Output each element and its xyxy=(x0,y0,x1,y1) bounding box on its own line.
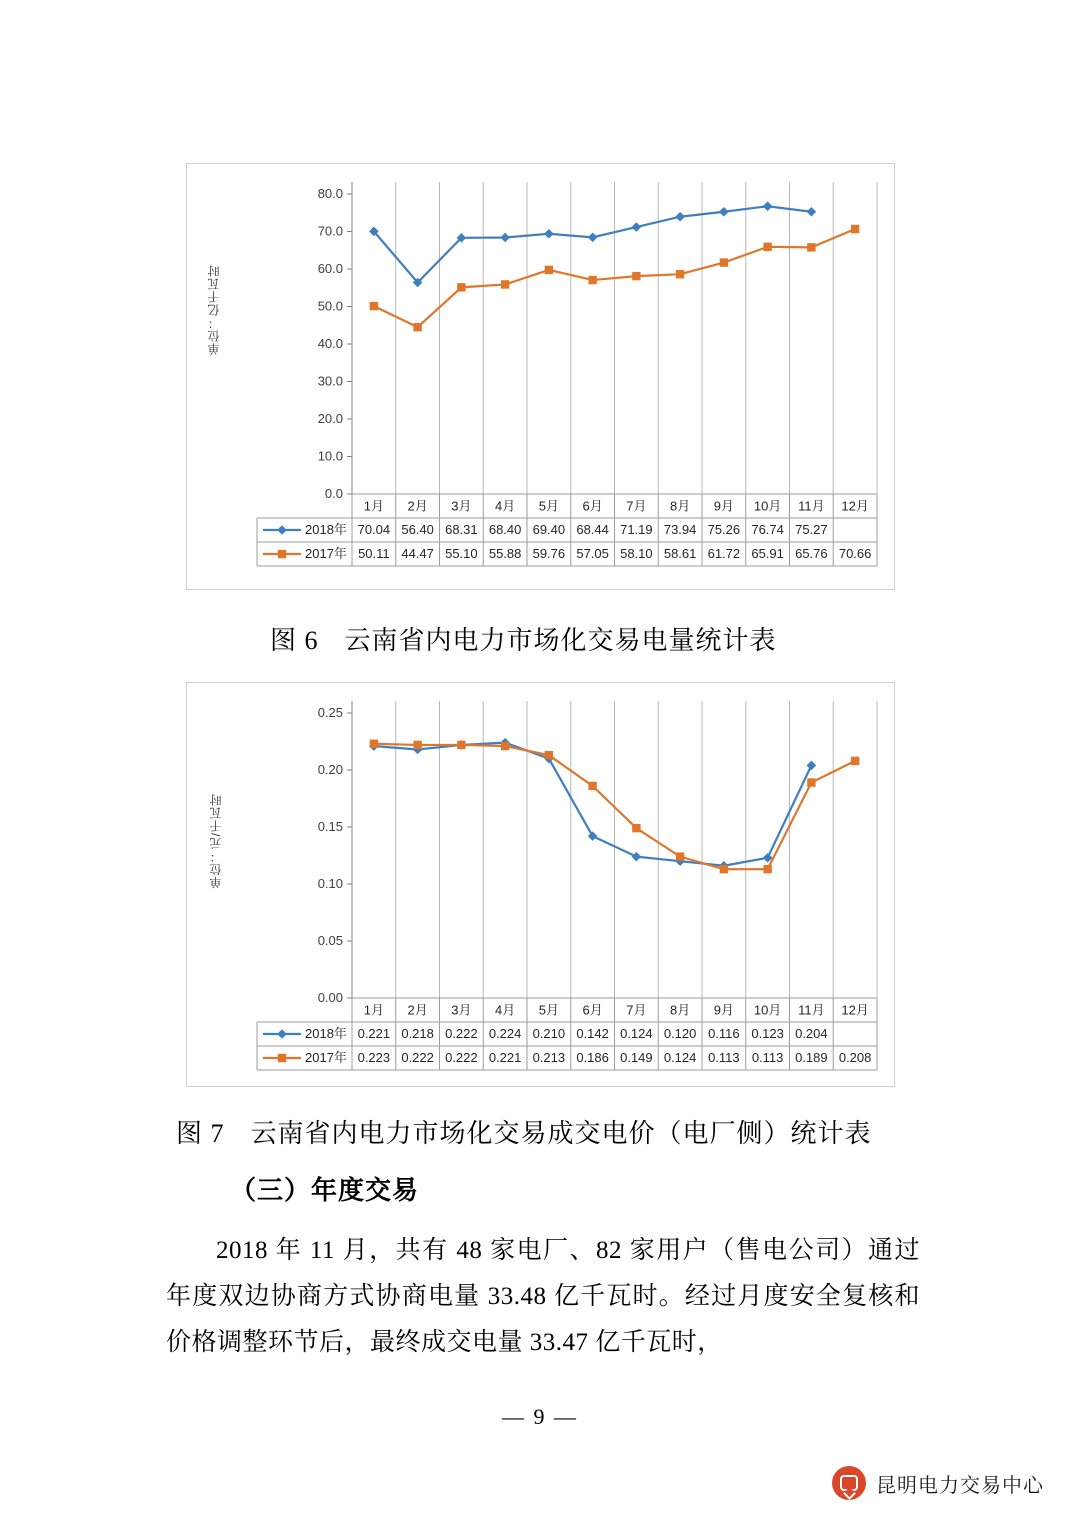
section-heading: （三）年度交易 xyxy=(230,1176,420,1205)
svg-text:0.222: 0.222 xyxy=(445,1050,478,1065)
svg-text:61.72: 61.72 xyxy=(707,546,741,561)
svg-text:4月: 4月 xyxy=(495,1002,516,1018)
svg-text:50.11: 50.11 xyxy=(358,546,390,561)
svg-text:80.0: 80.0 xyxy=(317,186,343,201)
svg-text:0.222: 0.222 xyxy=(401,1050,434,1065)
svg-text:4月: 4月 xyxy=(495,498,516,514)
svg-text:0.208: 0.208 xyxy=(838,1050,872,1065)
svg-text:68.31: 68.31 xyxy=(445,522,478,537)
svg-text:0.210: 0.210 xyxy=(532,1026,566,1041)
svg-text:6月: 6月 xyxy=(582,498,603,514)
svg-text:76.74: 76.74 xyxy=(751,522,784,537)
figure7-caption-number: 图 7 xyxy=(176,1119,225,1148)
svg-text:57.05: 57.05 xyxy=(576,546,609,561)
svg-text:44.47: 44.47 xyxy=(401,546,434,561)
page-number: — 9 — xyxy=(502,1404,578,1429)
svg-text:0.221: 0.221 xyxy=(488,1050,522,1065)
figure6-plot xyxy=(187,164,894,589)
svg-text:56.40: 56.40 xyxy=(401,522,434,537)
svg-text:20.0: 20.0 xyxy=(317,411,343,426)
body-paragraph-text: 2018 年 11 月，共有 48 家电厂、82 家用户（售电公司）通过年度双边协商方式协商电量 33.48 亿千瓦时。经过月度安全复核和价格调整环节后，最终成交电量 33.47 亿千瓦时， xyxy=(166,1237,920,1356)
svg-text:3月: 3月 xyxy=(451,498,472,514)
svg-text:8月: 8月 xyxy=(670,498,691,514)
svg-text:7月: 7月 xyxy=(626,1002,647,1018)
svg-text:12月: 12月 xyxy=(841,1002,869,1018)
svg-text:0.142: 0.142 xyxy=(576,1026,609,1041)
svg-text:55.88: 55.88 xyxy=(488,546,522,561)
figure7-caption xyxy=(176,1113,872,1150)
svg-text:11月: 11月 xyxy=(798,1002,825,1018)
svg-text:71.19: 71.19 xyxy=(620,522,653,537)
figure7-chart xyxy=(186,682,895,1087)
figure7-y-axis-label: 单位：元/千瓦时 xyxy=(209,793,223,889)
svg-text:0.113: 0.113 xyxy=(751,1050,784,1065)
svg-text:2月: 2月 xyxy=(407,1002,428,1018)
svg-text:65.91: 65.91 xyxy=(751,546,784,561)
svg-text:0.189: 0.189 xyxy=(795,1050,828,1065)
svg-text:0.20: 0.20 xyxy=(317,762,343,777)
svg-text:69.40: 69.40 xyxy=(532,522,566,537)
svg-text:30.0: 30.0 xyxy=(317,373,343,389)
svg-text:50.0: 50.0 xyxy=(317,298,343,314)
svg-text:0.15: 0.15 xyxy=(317,819,343,834)
figure7-caption-text: 云南省内电力市场化交易成交电价（电厂侧）统计表 xyxy=(250,1119,872,1148)
svg-text:68.40: 68.40 xyxy=(488,522,522,537)
svg-text:1月: 1月 xyxy=(363,1002,384,1018)
svg-text:8月: 8月 xyxy=(670,1002,691,1018)
svg-text:7月: 7月 xyxy=(626,498,647,514)
svg-text:12月: 12月 xyxy=(841,498,869,514)
svg-text:73.94: 73.94 xyxy=(663,522,697,537)
svg-text:9月: 9月 xyxy=(713,498,734,514)
svg-text:1月: 1月 xyxy=(363,498,384,514)
svg-text:58.10: 58.10 xyxy=(620,546,653,561)
svg-text:0.223: 0.223 xyxy=(357,1050,391,1065)
svg-text:0.00: 0.00 xyxy=(317,990,343,1005)
svg-text:5月: 5月 xyxy=(538,1002,559,1018)
svg-text:10月: 10月 xyxy=(753,498,782,514)
svg-text:0.224: 0.224 xyxy=(488,1026,522,1041)
svg-text:0.116: 0.116 xyxy=(708,1026,740,1041)
svg-text:0.222: 0.222 xyxy=(445,1026,478,1041)
svg-text:75.27: 75.27 xyxy=(795,522,828,537)
svg-text:70.66: 70.66 xyxy=(838,546,872,561)
svg-text:0.213: 0.213 xyxy=(532,1050,566,1065)
figure6-caption-text: 云南省内电力市场化交易电量统计表 xyxy=(344,626,777,655)
figure7-plot xyxy=(187,683,894,1086)
svg-text:10月: 10月 xyxy=(753,1002,782,1018)
svg-text:58.61: 58.61 xyxy=(663,546,697,561)
svg-text:0.05: 0.05 xyxy=(317,933,343,948)
svg-text:0.204: 0.204 xyxy=(795,1026,828,1041)
svg-text:0.124: 0.124 xyxy=(663,1050,697,1065)
svg-text:75.26: 75.26 xyxy=(707,522,741,537)
figure6-caption-number: 图 6 xyxy=(270,626,319,655)
svg-text:0.221: 0.221 xyxy=(357,1026,391,1041)
svg-text:60.0: 60.0 xyxy=(317,261,343,276)
svg-text:11月: 11月 xyxy=(798,498,825,514)
svg-text:40.0: 40.0 xyxy=(317,336,343,351)
svg-text:59.76: 59.76 xyxy=(532,546,566,561)
svg-text:2018年: 2018年 xyxy=(305,1026,347,1041)
figure6-y-axis-label: 单位：亿千瓦时 xyxy=(207,264,221,355)
svg-text:0.186: 0.186 xyxy=(576,1050,609,1065)
svg-text:70.04: 70.04 xyxy=(357,522,391,537)
footer-badge xyxy=(832,1466,1044,1500)
svg-text:2018年: 2018年 xyxy=(305,522,347,537)
svg-text:0.123: 0.123 xyxy=(751,1026,784,1041)
figure6-chart xyxy=(186,163,895,590)
svg-text:55.10: 55.10 xyxy=(445,546,478,561)
body-paragraph xyxy=(166,1228,920,1366)
svg-text:5月: 5月 xyxy=(538,498,559,514)
svg-text:0.120: 0.120 xyxy=(663,1026,697,1041)
svg-text:10.0: 10.0 xyxy=(317,448,343,464)
svg-text:68.44: 68.44 xyxy=(576,522,609,537)
svg-text:0.124: 0.124 xyxy=(620,1026,653,1041)
svg-text:9月: 9月 xyxy=(713,1002,734,1018)
svg-text:0.25: 0.25 xyxy=(317,705,343,720)
svg-text:0.0: 0.0 xyxy=(324,486,343,501)
svg-text:2月: 2月 xyxy=(407,498,428,514)
wechat-account-icon xyxy=(832,1466,866,1500)
svg-text:65.76: 65.76 xyxy=(795,546,828,561)
svg-text:70.0: 70.0 xyxy=(317,223,343,239)
svg-text:2017年: 2017年 xyxy=(305,546,347,561)
svg-text:0.113: 0.113 xyxy=(708,1050,740,1065)
svg-text:0.218: 0.218 xyxy=(401,1026,434,1041)
figure6-caption xyxy=(270,620,777,657)
svg-text:0.10: 0.10 xyxy=(317,876,343,891)
svg-text:6月: 6月 xyxy=(582,1002,603,1018)
footer-badge-label: 昆明电力交易中心 xyxy=(876,1474,1044,1497)
svg-text:3月: 3月 xyxy=(451,1002,472,1018)
svg-text:2017年: 2017年 xyxy=(305,1050,347,1065)
svg-text:0.149: 0.149 xyxy=(620,1050,653,1065)
